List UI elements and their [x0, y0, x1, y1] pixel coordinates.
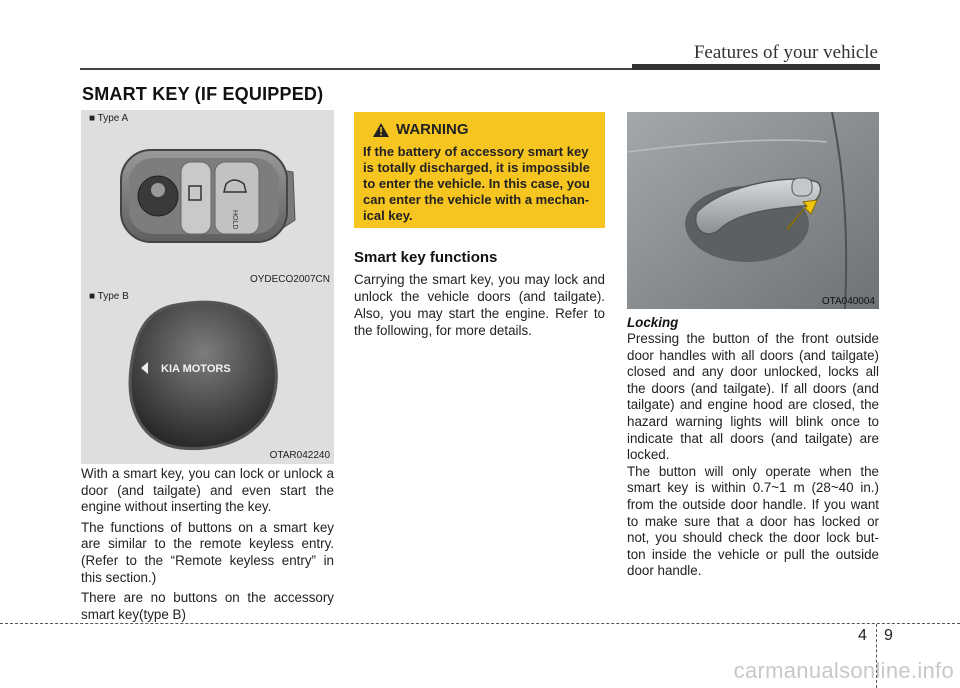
hold-label: HOLD: [231, 210, 238, 230]
figure-a-code: OYDECO2007CN: [249, 274, 330, 285]
smart-key-functions-title: Smart key functions: [354, 249, 498, 266]
page-number: 9: [884, 627, 893, 644]
intro-paragraph: With a smart key, you can lock or unlock a door (and tailgate) and even start the engine without inserting the key.: [81, 466, 334, 515]
locking-title: Locking: [627, 315, 679, 330]
figure-b-label: ■ Type B: [89, 291, 129, 302]
intro-paragraph: The functions of buttons on a smart key are similar to the remote keyless entry. (Refer to the “Remote keyless entry” in this section.): [81, 519, 334, 585]
intro-text: [81, 466, 334, 627]
footer-rule: [0, 623, 960, 624]
door-handle-photo: [627, 112, 879, 309]
figure-type-a: [81, 110, 334, 288]
warning-header: [372, 121, 469, 138]
intro-paragraph: There are no buttons on the accessory smart key(type B): [81, 590, 334, 622]
watermark: carmanualsonline.info: [733, 658, 954, 683]
warning-text: If the battery of accessory smart key is totally discharged, it is impossible to enter the vehicle. In this case, you can enter the vehicle with a mechan-ical key.: [363, 144, 590, 223]
running-header: Features of your vehicle: [693, 42, 878, 63]
section-title: SMART KEY (IF EQUIPPED): [82, 84, 324, 104]
smart-key-fob-illustration: [81, 110, 334, 288]
door-handle-illustration: [627, 112, 879, 309]
warning-triangle-icon: [372, 122, 390, 138]
smart-key-functions-text: Carrying the smart key, you may lock and unlock the vehicle doors (and tailgate). Also, you may start the engine. Refer to the following, for more details.: [354, 272, 605, 338]
locking-paragraph: The button will only operate when the smart key is within 0.7~1 m (28~40 in.) from the outside door handle. If you want to make sure that a door has locked or not, you should check the door lock but-ton inside the vehicle or pull the outside door handle.: [627, 463, 879, 579]
warning-box: [354, 112, 605, 228]
figure-a-label: ■ Type A: [89, 113, 129, 124]
warning-title: WARNING: [396, 121, 469, 138]
locking-paragraph: Pressing the button of the front outside door handles with all doors (and tailgate) closed and any door unlocked, locks all the doors (and tailgate). If all doors (and tailgate) and engine hood are closed, the hazard warning lights will blink once to indicate that all doors (and tailgate) are locked.: [627, 331, 879, 463]
header-rule-accent: [632, 64, 880, 70]
figure-b-code: OTAR042240: [269, 450, 330, 461]
accessory-smart-key-illustration: [81, 288, 334, 464]
kia-motors-logo: KIA MOTORS: [161, 363, 231, 375]
locking-text: [627, 331, 879, 580]
chapter-number: 4: [858, 627, 867, 644]
figure-type-b: [81, 288, 334, 464]
photo-code: OTA040004: [821, 296, 875, 307]
